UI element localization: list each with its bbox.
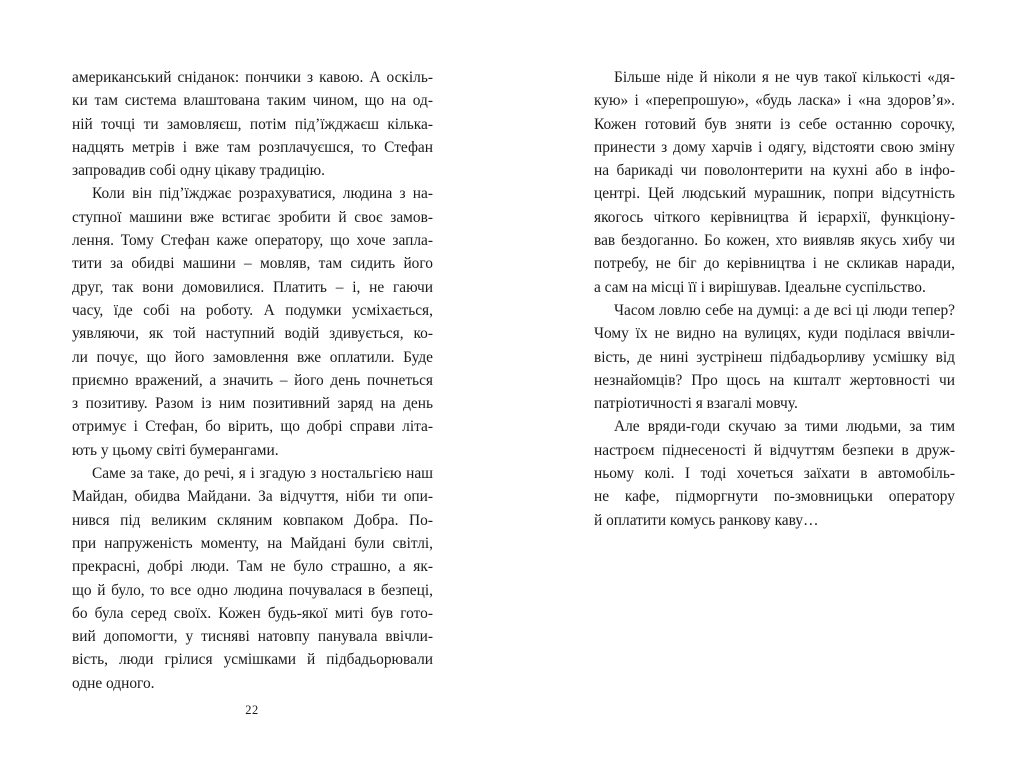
text-line: а сам на місці її і вирішував. Ідеальне суспільство. [594,278,926,296]
left-page-text [72,66,433,695]
text-line: Кожен готовий був зняти із себе останню сорочку, [594,115,955,133]
text-line: патріотичності я взагалі мовчу. [594,395,798,413]
text-line: на барикаді чи поволонтерити на кухні або в інфо- [594,162,955,180]
text-line: Чому їх не видно на вулицях, куди поділася ввічли- [594,325,955,343]
text-line: ступної машини вже встигає зробити й своє замов- [72,208,433,226]
text-line: часу, їде собі на роботу. А подумки усміхається, [72,301,433,319]
right-paragraph-1 [594,66,955,299]
text-line: отримує і Стефан, бо вірить, що добрі справи літа- [72,418,433,436]
text-line: ють у цьому світі бумерангами. [72,441,279,459]
text-line: Коли він під’їжджає розрахуватися, людина з на- [92,185,433,203]
text-line: принести з дому харчів і одягу, відстояти свою зміну [594,138,955,156]
text-line: що й було, то все одно людина почувалася в безпеці, [72,581,433,599]
text-line: вав бездоганно. Бо кожен, хто виявляв якусь хибу чи [594,232,955,250]
text-line: бо була серед своїх. Кожен будь-якої миті був гото- [72,604,433,622]
text-line: Часом ловлю себе на думці: а де всі ці люди тепер? [614,301,955,319]
left-paragraph-2 [72,182,433,462]
text-line: приємно вражений, а значить – його день почнеться [72,371,433,389]
text-line: Майдан, обидва Майдани. За відчуття, ніби ти опи- [72,488,433,506]
text-line: одне одного. [72,674,155,692]
text-line: настроєм піднесеності й відчуттям безпеки в друж- [594,441,955,459]
text-line: не кафе, підморгнути по-змовницьки оператору [594,488,955,506]
text-line: лення. Тому Стефан каже оператору, що хоче запла- [72,232,433,250]
page-number: 22 [245,703,259,717]
text-line: надцять метрів і вже там розплачуєшся, то Стефан [72,138,433,156]
right-paragraph-2 [594,299,955,415]
text-line: при напруженість моменту, на Майдані були світлі, [72,534,433,552]
text-line: якогось чіткого керівництва й ієрархії, функціону- [594,208,955,226]
text-line: вість, люди грілися усмішками й підбадьорювали [72,651,433,669]
text-line: ньому колі. І тоді хочеться заїхати в автомобіль- [594,465,955,483]
text-line: тити за обидві машини – мовляв, там сидить його [72,255,433,273]
text-line: з позитиву. Разом із ним позитивний заряд на день [72,395,433,413]
text-line: ки там система влаштована таким чином, що на од- [72,92,433,110]
left-paragraph-3 [72,462,433,695]
text-line: ній точці ти замовляєш, потім під’їжджаєш кілька- [72,115,433,133]
text-line: кую» і «перепрошую», «будь ласка» і «на здоров’я». [594,92,955,110]
text-line: нився під великим скляним ковпаком Добра. По- [72,511,433,529]
text-line: друг, так вони домовилися. Платить – і, не гаючи [72,278,433,296]
text-line: й оплатити комусь ранкову каву… [594,511,819,529]
text-line: прекрасні, добрі люди. Там не було страшно, а як- [72,558,433,576]
text-line: Саме за таке, до речі, я і згадую з ностальгією наш [92,465,433,483]
text-line: Але вряди-годи скучаю за тими людьми, за тим [614,418,955,436]
text-line: ли почує, що його замовлення вже оплатили. Буде [72,348,433,366]
right-page-text [594,66,955,532]
text-line: запровадив собі одну цікаву традицію. [72,162,325,180]
left-paragraph-1 [72,66,433,182]
text-line: вість, де нині зустрінеш підбадьорливу усмішку від [594,348,955,366]
text-line: вий допомогти, у тисняві натовпу панувала ввічли- [72,628,433,646]
text-line: Більше ніде й ніколи я не чув такої кількості «дя- [614,69,955,86]
text-line: уявляючи, як той наступний водій здивується, ко- [72,325,433,343]
right-paragraph-3 [594,415,955,531]
text-line: потребу, не біг до керівництва і не скликав наради, [594,255,955,273]
text-line: американський сніданок: пончики з кавою. А оскіль- [72,69,433,86]
text-line: незнайомців? Про щось на кшталт жертовності чи [594,371,955,389]
text-line: центрі. Цей людський мурашник, попри відсутність [594,185,955,203]
